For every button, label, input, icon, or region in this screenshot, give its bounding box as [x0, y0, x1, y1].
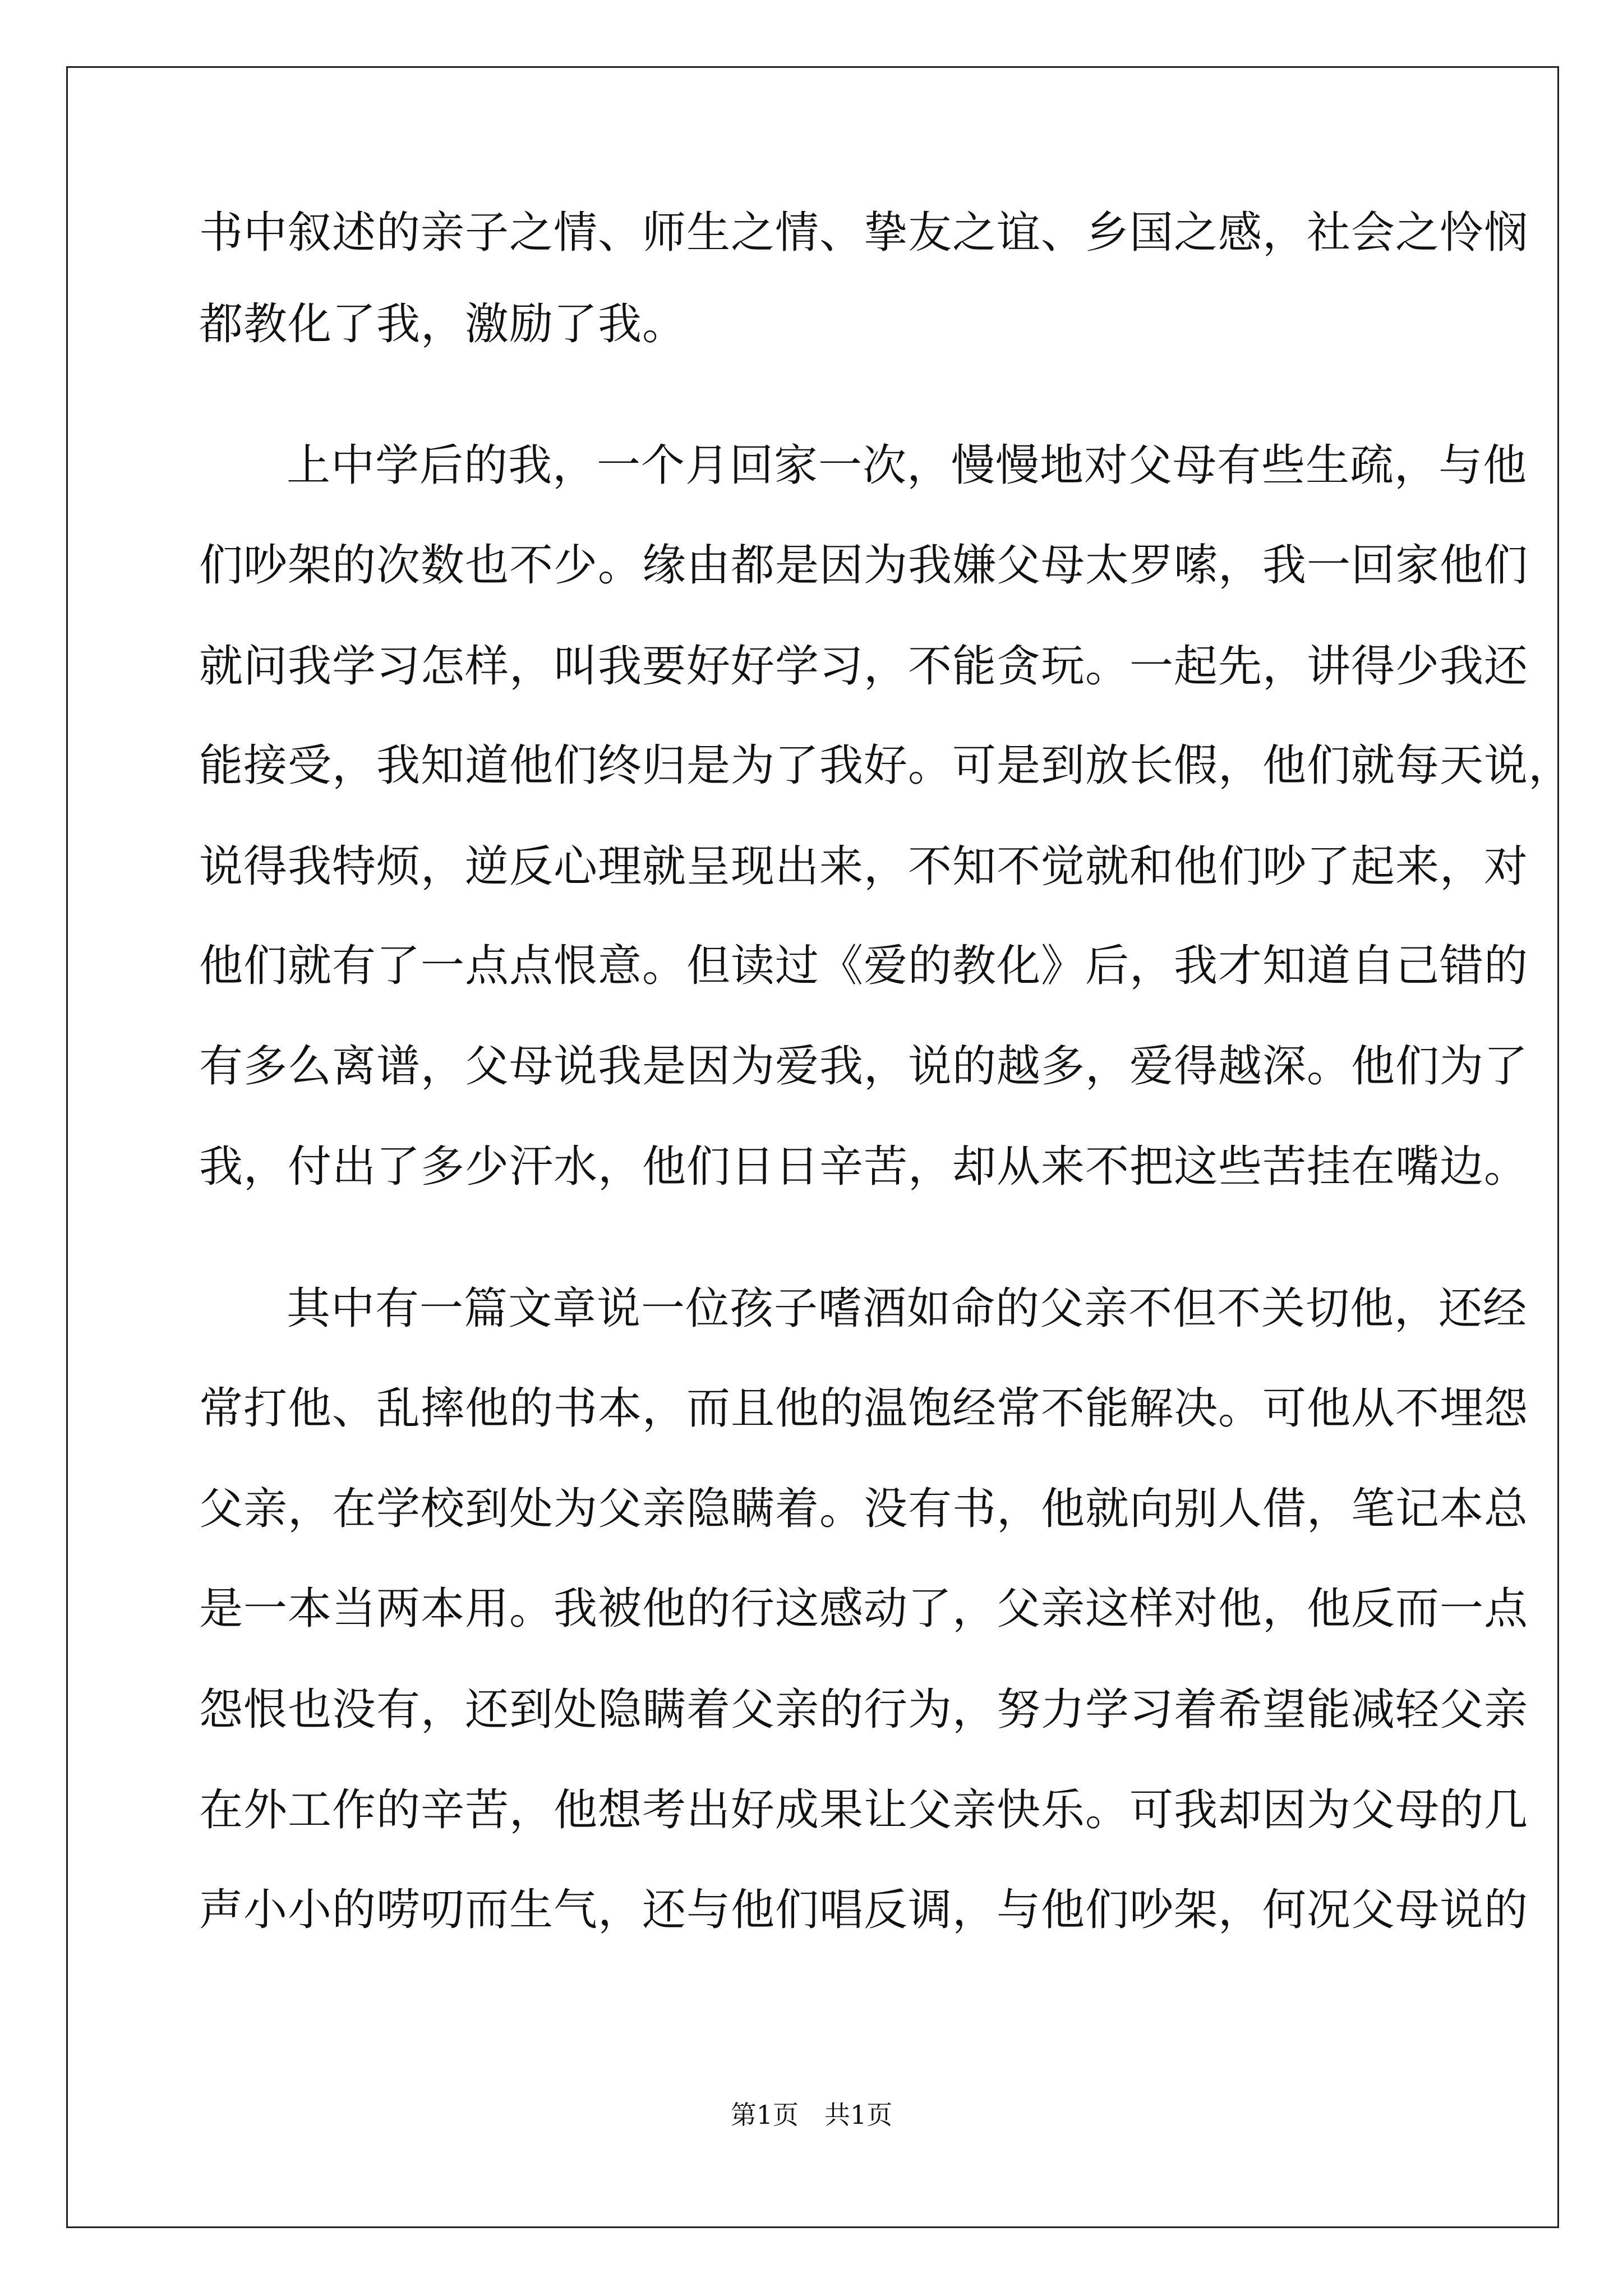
text-line: 常打他、乱摔他的书本，而且他的温饱经常不能解决。可他从不埋怨 — [199, 1383, 1529, 1434]
text-line: 我，付出了多少汗水，他们日日辛苦，却从来不把这些苦挂在嘴边。 — [199, 1142, 1529, 1192]
text-line: 说得我特烦，逆反心理就呈现出来，不知不觉就和他们吵了起来，对 — [199, 841, 1529, 892]
text-line: 能接受，我知道他们终归是为了我好。可是到放长假，他们就每天说， — [199, 740, 1573, 791]
text-line: 在外工作的辛苦，他想考出好成果让父亲快乐。可我却因为父母的几 — [199, 1785, 1529, 1835]
text-line: 就问我学习怎样，叫我要好好学习，不能贪玩。一起先，讲得少我还 — [199, 641, 1529, 692]
paragraph-start-line: 其中有一篇文章说一位孩子嗜酒如命的父亲不但不关切他，还经 — [287, 1283, 1528, 1334]
text-line: 父亲，在学校到处为父亲隐瞒着。没有书，他就向别人借，笔记本总 — [199, 1484, 1529, 1534]
text-line: 声小小的唠叨而生气，还与他们唱反调，与他们吵架，何况父母说的 — [199, 1885, 1529, 1935]
text-line: 书中叙述的亲子之情、师生之情、挚友之谊、乡国之感，社会之怜悯 — [199, 208, 1529, 258]
text-line: 怨恨也没有，还到处隐瞒着父亲的行为，努力学习着希望能减轻父亲 — [199, 1685, 1529, 1735]
text-line: 都教化了我，激励了我。 — [199, 299, 687, 349]
text-line: 们吵架的次数也不少。缘由都是因为我嫌父母太罗嗦，我一回家他们 — [199, 540, 1529, 591]
text-line: 有多么离谱，父母说我是因为爱我，说的越多，爱得越深。他们为了 — [199, 1041, 1529, 1092]
page-footer: 第1页 共1页 — [730, 2100, 893, 2130]
paragraph-start-line: 上中学后的我，一个月回家一次，慢慢地对父母有些生疏，与他 — [287, 440, 1528, 491]
text-line: 他们就有了一点点恨意。但读过《爱的教化》后，我才知道自己错的 — [199, 941, 1529, 991]
text-line: 是一本当两本用。我被他的行这感动了，父亲这样对他，他反而一点 — [199, 1584, 1529, 1634]
